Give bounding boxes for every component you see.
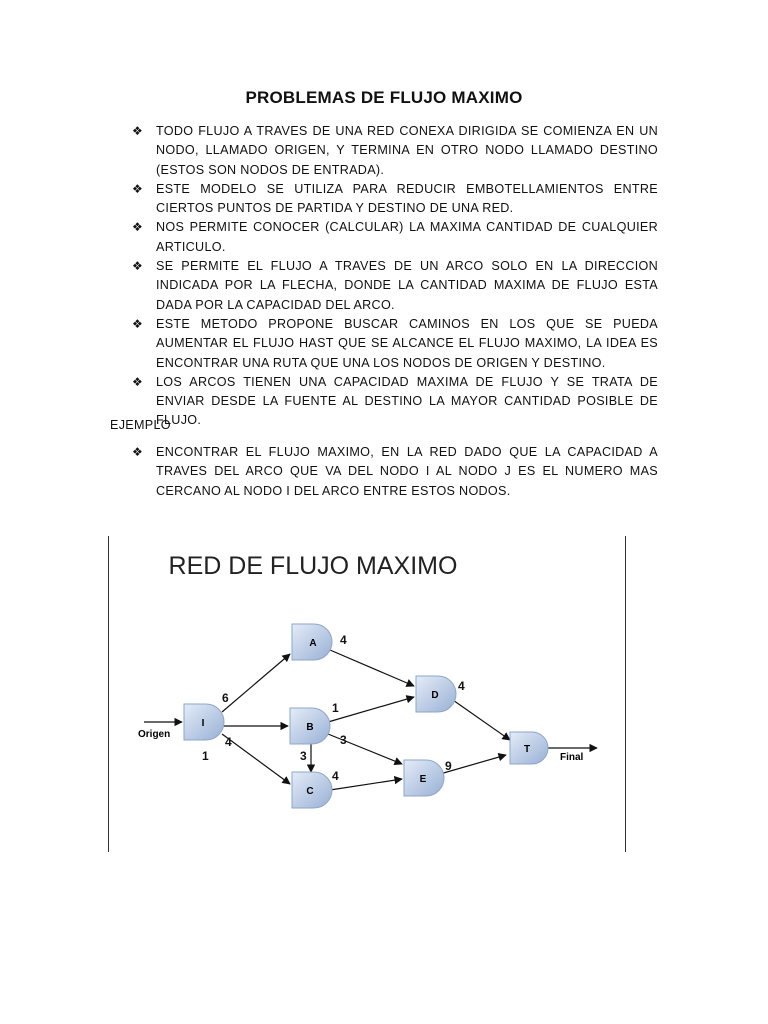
- node-label: A: [309, 638, 317, 649]
- node-t: [510, 732, 548, 764]
- bullet-text: ENCONTRAR EL FLUJO MAXIMO, EN LA RED DADO QUE LA CAPACIDAD A TRAVES DEL ARCO QUE VA DEL NODO I AL NODO J ES EL NUMERO MAS CERCANO AL NODO I DEL ARCO ENTRE ESTOS NODOS.: [156, 445, 658, 498]
- node-d: [416, 676, 456, 712]
- diamond-bullet-icon: ❖: [132, 316, 144, 331]
- list-item: [132, 315, 658, 373]
- capacity-label: 4: [340, 633, 347, 647]
- diamond-bullet-icon: ❖: [132, 259, 144, 274]
- node-a: [292, 624, 332, 660]
- network-figure: [108, 536, 628, 852]
- arc-i-c: [222, 734, 290, 784]
- diamond-bullet-icon: ❖: [132, 124, 144, 138]
- bullet-text: ESTE MODELO SE UTILIZA PARA REDUCIR EMBOTELLAMIENTOS ENTRE CIERTOS PUNTOS DE PARTIDA Y DESTINO DE UNA RED.: [156, 181, 658, 216]
- capacity-label: 6: [222, 691, 229, 705]
- arc-b-d: [328, 697, 414, 722]
- node-c: [292, 772, 332, 808]
- arc-d-t: [450, 698, 510, 740]
- bullet-text: NOS PERMITE CONOCER (CALCULAR) LA MAXIMA CANTIDAD DE CUALQUIER ARTICULO.: [156, 220, 658, 254]
- arc-a-d: [330, 650, 414, 686]
- node-label: D: [431, 690, 439, 701]
- diamond-bullet-icon: ❖: [132, 374, 144, 389]
- example-bullet-list: [132, 443, 658, 501]
- source-label: Origen: [138, 729, 171, 740]
- page-title: PROBLEMAS DE FLUJO MAXIMO: [245, 88, 523, 107]
- diamond-bullet-icon: ❖: [132, 181, 144, 196]
- bullet-text: TODO FLUJO A TRAVES DE UNA RED CONEXA DIRIGIDA SE COMIENZA EN UN NODO, LLAMADO ORIGEN, Y TERMINA EN OTRO NODO LLAMADO DESTINO (ESTOS SON NODOS DE ENTRADA).: [156, 124, 658, 177]
- diamond-bullet-icon: ❖: [132, 220, 144, 235]
- capacity-label: 3: [300, 749, 307, 763]
- list-item: [132, 218, 658, 257]
- node-label: I: [201, 718, 205, 729]
- list-item: [132, 443, 658, 501]
- capacity-label: 1: [332, 701, 339, 715]
- node-b: [290, 708, 330, 744]
- diamond-bullet-icon: ❖: [132, 445, 144, 459]
- network-diagram: [108, 536, 628, 852]
- node-i: [184, 704, 224, 740]
- capacity-label: 1: [202, 749, 209, 763]
- capacity-label: 3: [340, 733, 347, 747]
- node-label: T: [523, 744, 531, 755]
- list-item: [132, 257, 658, 315]
- arc-c-e: [330, 779, 402, 790]
- figure-title: RED DE FLUJO MAXIMO: [168, 552, 458, 580]
- capacity-label: 9: [445, 759, 452, 773]
- list-item: [132, 180, 658, 219]
- capacity-label: 4: [332, 769, 339, 783]
- bullet-text: ESTE METODO PROPONE BUSCAR CAMINOS EN LOS QUE SE PUEDA AUMENTAR EL FLUJO HAST QUE SE ALCANCE EL FLUJO MAXIMO, LA IDEA ES ENCONTRAR UNA RUTA QUE UNA LOS NODOS DE ORIGEN Y DESTINO.: [156, 316, 658, 370]
- list-item: [132, 122, 658, 180]
- example-heading: EJEMPLO: [110, 418, 171, 432]
- capacity-label: 4: [225, 735, 232, 749]
- node-label: C: [306, 786, 314, 797]
- bullet-text: LOS ARCOS TIENEN UNA CAPACIDAD MAXIMA DE FLUJO Y SE TRATA DE ENVIAR DESDE LA FUENTE AL DESTINO LA MAYOR CANTIDAD POSIBLE DE FLUJO.: [156, 374, 658, 428]
- sink-label: Final: [560, 752, 584, 763]
- arc-i-a: [222, 654, 290, 712]
- node-e: [404, 760, 444, 796]
- bullet-list: [132, 122, 658, 431]
- bullet-text: SE PERMITE EL FLUJO A TRAVES DE UN ARCO SOLO EN LA DIRECCION INDICADA POR LA FLECHA, DONDE LA CANTIDAD MAXIMA DE FLUJO ESTA DADA POR LA CAPACIDAD DEL ARCO.: [156, 259, 658, 312]
- node-label: E: [419, 774, 427, 785]
- node-label: B: [306, 722, 314, 733]
- list-item: [132, 373, 658, 431]
- capacity-label: 4: [458, 679, 465, 693]
